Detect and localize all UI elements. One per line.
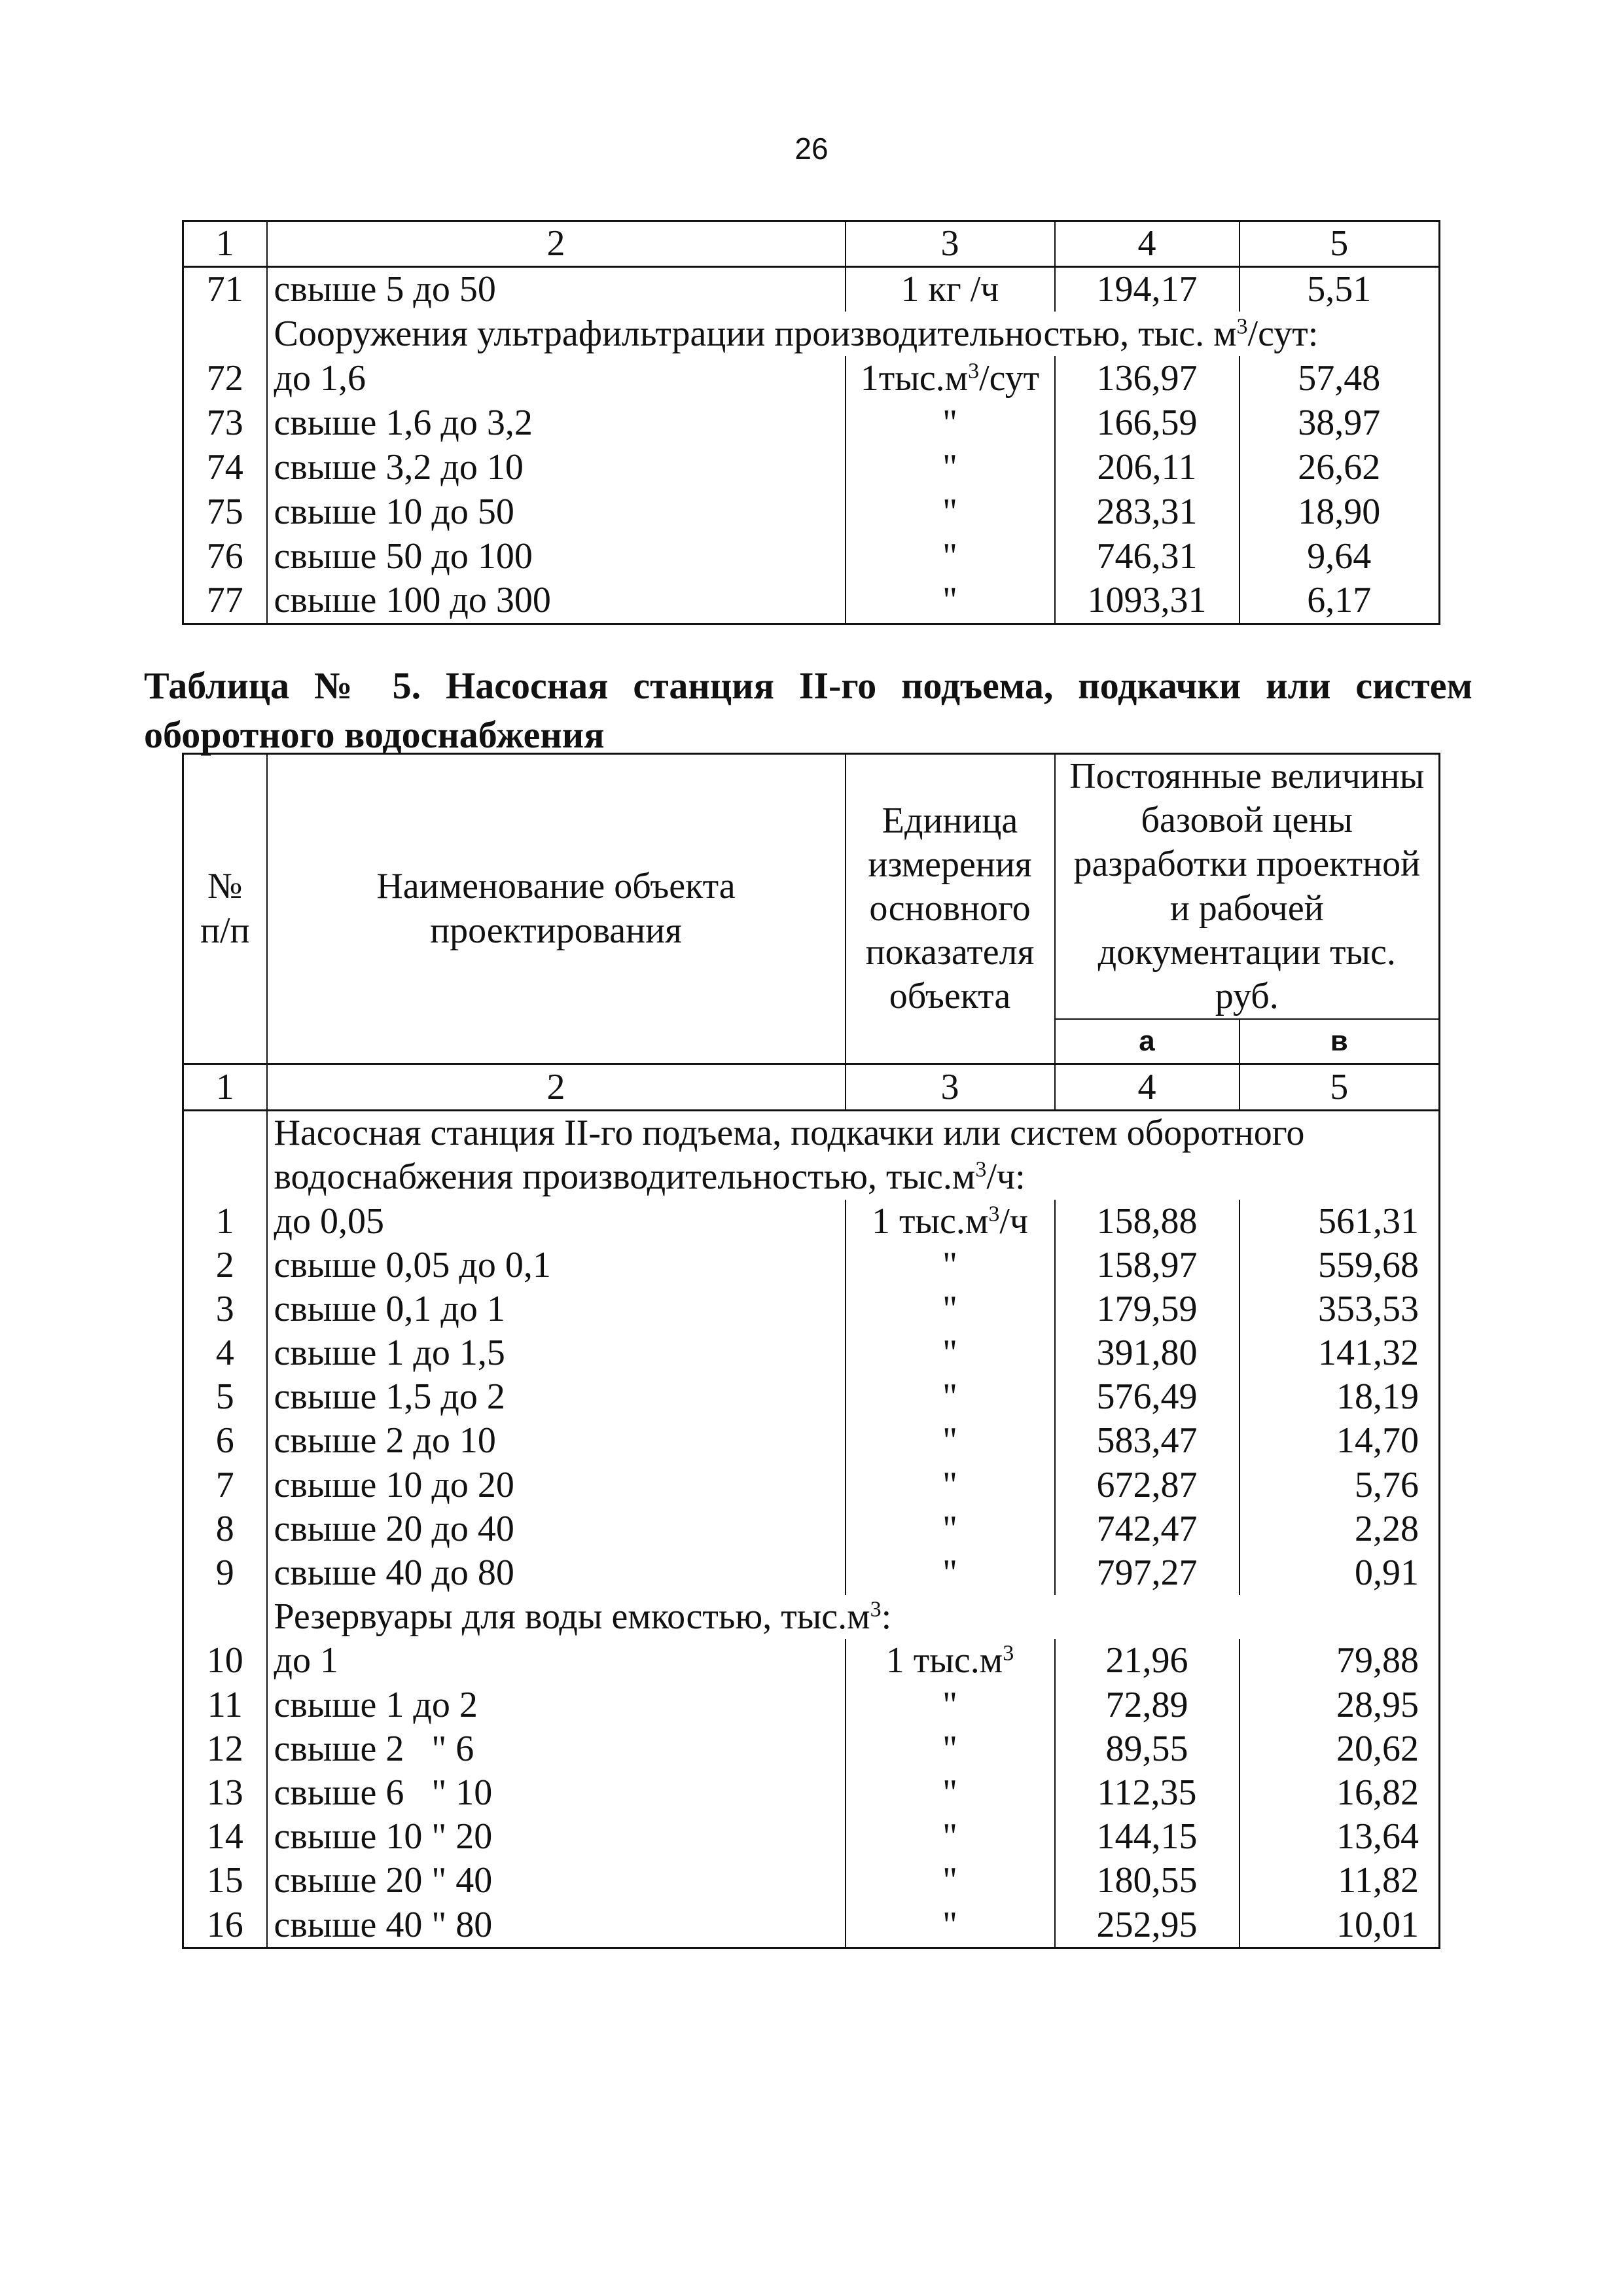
unit: 1 $тыс.м^3/ч$ — [846, 1200, 1055, 1244]
table-row — [183, 1771, 1440, 1815]
value-b: 57,48 — [1240, 356, 1440, 401]
empty-cell — [183, 312, 267, 356]
value-a: 158,88 — [1055, 1200, 1240, 1244]
col-number: 1 — [183, 221, 267, 267]
table-row — [183, 1683, 1440, 1727]
col-number: 3 — [846, 1064, 1055, 1111]
value-b: 26,62 — [1240, 445, 1440, 490]
value-a: 89,55 — [1055, 1727, 1240, 1771]
row-number: 11 — [183, 1683, 267, 1727]
table-5 — [182, 753, 1440, 1949]
unit: " — [846, 579, 1055, 624]
col-number: 2 — [267, 221, 846, 267]
object-name: свыше 1 до 2 — [267, 1683, 846, 1727]
header-base-price: Постоянные величины базовой цены разработки проектной и рабочей документации тыс. руб. — [1055, 754, 1440, 1020]
unit: 1 кг /ч — [846, 267, 1055, 312]
object-name: свыше 2 " 6 — [267, 1727, 846, 1771]
table-row — [183, 1639, 1440, 1683]
row-number: 15 — [183, 1859, 267, 1903]
unit: " — [846, 1683, 1055, 1727]
subheader-b: в — [1240, 1019, 1440, 1064]
value-a: 283,31 — [1055, 490, 1240, 534]
table-row — [183, 534, 1440, 579]
unit: " — [846, 1507, 1055, 1551]
value-b: 18,90 — [1240, 490, 1440, 534]
object-name: свыше 40 до 80 — [267, 1551, 846, 1595]
value-a: 179,59 — [1055, 1287, 1240, 1331]
value-b: 38,97 — [1240, 401, 1440, 445]
value-a: 144,15 — [1055, 1815, 1240, 1859]
section-row — [183, 1595, 1440, 1639]
unit: " — [846, 1375, 1055, 1419]
value-a: 797,27 — [1055, 1551, 1240, 1595]
value-a: 742,47 — [1055, 1507, 1240, 1551]
object-name: свыше 20 " 40 — [267, 1859, 846, 1903]
object-name: до 0,05 — [267, 1200, 846, 1244]
col-number: 4 — [1055, 1064, 1240, 1111]
section-heading: Резервуары для воды емкостью, $тыс.м^3$: — [267, 1595, 1440, 1639]
unit: " — [846, 1815, 1055, 1859]
table-row — [183, 1375, 1440, 1419]
value-b: 0,91 — [1240, 1551, 1440, 1595]
unit: " — [846, 1419, 1055, 1463]
value-a: 180,55 — [1055, 1859, 1240, 1903]
row-number: 71 — [183, 267, 267, 312]
object-name: свыше 100 до 300 — [267, 579, 846, 624]
value-b: 5,76 — [1240, 1463, 1440, 1507]
row-number: 10 — [183, 1639, 267, 1683]
row-number: 12 — [183, 1727, 267, 1771]
value-a: 1093,31 — [1055, 579, 1240, 624]
row-number: 2 — [183, 1244, 267, 1287]
table-row — [183, 1551, 1440, 1595]
value-a: 252,95 — [1055, 1903, 1240, 1948]
table-row — [183, 356, 1440, 401]
table-row — [183, 490, 1440, 534]
value-a: 166,59 — [1055, 401, 1240, 445]
value-b: 561,31 — [1240, 1200, 1440, 1244]
unit: " — [846, 1727, 1055, 1771]
col-number: 4 — [1055, 221, 1240, 267]
unit: " — [846, 1903, 1055, 1948]
row-number: 3 — [183, 1287, 267, 1331]
value-b: 14,70 — [1240, 1419, 1440, 1463]
object-name: свыше 0,05 до 0,1 — [267, 1244, 846, 1287]
page-number: 26 — [794, 132, 829, 166]
row-number: 8 — [183, 1507, 267, 1551]
table-row — [183, 1331, 1440, 1375]
unit: " — [846, 1859, 1055, 1903]
header-number: № п/п — [183, 754, 267, 1064]
table-row — [183, 1903, 1440, 1948]
value-a: 576,49 — [1055, 1375, 1240, 1419]
table-row — [183, 1463, 1440, 1507]
row-number: 6 — [183, 1419, 267, 1463]
table-row — [183, 445, 1440, 490]
col-number: 3 — [846, 221, 1055, 267]
value-a: 672,87 — [1055, 1463, 1240, 1507]
row-number: 7 — [183, 1463, 267, 1507]
section-row — [183, 1111, 1440, 1200]
value-a: 391,80 — [1055, 1331, 1240, 1375]
value-b: 11,82 — [1240, 1859, 1440, 1903]
table-row — [183, 1200, 1440, 1244]
unit: $1тыс.м^3$/сут — [846, 356, 1055, 401]
object-name: свыше 20 до 40 — [267, 1507, 846, 1551]
empty-cell — [183, 1595, 267, 1639]
table-row — [183, 1859, 1440, 1903]
value-a: 206,11 — [1055, 445, 1240, 490]
value-b: 13,64 — [1240, 1815, 1440, 1859]
row-number: 72 — [183, 356, 267, 401]
value-b: 353,53 — [1240, 1287, 1440, 1331]
row-number: 74 — [183, 445, 267, 490]
row-number: 16 — [183, 1903, 267, 1948]
header-unit: Единица измерения основного показателя объекта — [846, 754, 1055, 1064]
value-b: 28,95 — [1240, 1683, 1440, 1727]
row-number: 5 — [183, 1375, 267, 1419]
value-b: 6,17 — [1240, 579, 1440, 624]
value-a: 136,97 — [1055, 356, 1240, 401]
value-b: 559,68 — [1240, 1244, 1440, 1287]
col-number: 1 — [183, 1064, 267, 1111]
section-heading: Сооружения ультрафильтрации производительностью, тыс. $м^3$/сут: — [267, 312, 1440, 356]
unit: " — [846, 1771, 1055, 1815]
column-number-row — [183, 1064, 1440, 1111]
table-row — [183, 1507, 1440, 1551]
value-a: 21,96 — [1055, 1639, 1240, 1683]
object-name: свыше 6 " 10 — [267, 1771, 846, 1815]
row-number: 4 — [183, 1331, 267, 1375]
value-b: 9,64 — [1240, 534, 1440, 579]
row-number: 13 — [183, 1771, 267, 1815]
unit: " — [846, 401, 1055, 445]
value-b: 141,32 — [1240, 1331, 1440, 1375]
object-name: свыше 0,1 до 1 — [267, 1287, 846, 1331]
table-row — [183, 579, 1440, 624]
object-name: до 1 — [267, 1639, 846, 1683]
unit: " — [846, 1331, 1055, 1375]
unit: " — [846, 534, 1055, 579]
value-b: 10,01 — [1240, 1903, 1440, 1948]
table-row — [183, 1419, 1440, 1463]
unit: 1 $тыс.м^3$ — [846, 1639, 1055, 1683]
value-a: 746,31 — [1055, 534, 1240, 579]
row-number: 75 — [183, 490, 267, 534]
row-number: 1 — [183, 1200, 267, 1244]
header-object-name: Наименование объекта проектирования — [267, 754, 846, 1064]
continuation-table — [182, 220, 1440, 625]
unit: " — [846, 1551, 1055, 1595]
unit: " — [846, 1287, 1055, 1331]
table-row — [183, 1244, 1440, 1287]
value-b: 2,28 — [1240, 1507, 1440, 1551]
unit: " — [846, 1463, 1055, 1507]
object-name: свыше 2 до 10 — [267, 1419, 846, 1463]
object-name: свыше 10 до 50 — [267, 490, 846, 534]
col-number: 5 — [1240, 1064, 1440, 1111]
empty-cell — [183, 1111, 267, 1200]
row-number: 9 — [183, 1551, 267, 1595]
object-name: свыше 10 " 20 — [267, 1815, 846, 1859]
unit: " — [846, 1244, 1055, 1287]
section-row — [183, 312, 1440, 356]
object-name: свыше 50 до 100 — [267, 534, 846, 579]
table-row — [183, 267, 1440, 312]
object-name: свыше 3,2 до 10 — [267, 445, 846, 490]
table-caption: Таблица № 5. Насосная станция II-го подъема, подкачки или систем оборотного водоснабжения — [144, 664, 1472, 757]
unit: " — [846, 445, 1055, 490]
object-name: свыше 1,5 до 2 — [267, 1375, 846, 1419]
table-row — [183, 1727, 1440, 1771]
table-row — [183, 1815, 1440, 1859]
value-b: 5,51 — [1240, 267, 1440, 312]
column-number-row — [183, 221, 1440, 267]
object-name: свыше 40 " 80 — [267, 1903, 846, 1948]
object-name: до 1,6 — [267, 356, 846, 401]
value-a: 583,47 — [1055, 1419, 1240, 1463]
value-b: 18,19 — [1240, 1375, 1440, 1419]
value-a: 72,89 — [1055, 1683, 1240, 1727]
header-row — [183, 754, 1440, 1020]
value-a: 194,17 — [1055, 267, 1240, 312]
row-number: 77 — [183, 579, 267, 624]
row-number: 76 — [183, 534, 267, 579]
value-a: 112,35 — [1055, 1771, 1240, 1815]
object-name: свыше 1 до 1,5 — [267, 1331, 846, 1375]
unit: " — [846, 490, 1055, 534]
value-b: 79,88 — [1240, 1639, 1440, 1683]
table-row — [183, 1287, 1440, 1331]
value-b: 16,82 — [1240, 1771, 1440, 1815]
value-a: 158,97 — [1055, 1244, 1240, 1287]
col-number: 2 — [267, 1064, 846, 1111]
object-name: свыше 10 до 20 — [267, 1463, 846, 1507]
row-number: 14 — [183, 1815, 267, 1859]
subheader-a: а — [1055, 1019, 1240, 1064]
col-number: 5 — [1240, 221, 1440, 267]
table-row — [183, 401, 1440, 445]
object-name: свыше 1,6 до 3,2 — [267, 401, 846, 445]
object-name: свыше 5 до 50 — [267, 267, 846, 312]
row-number: 73 — [183, 401, 267, 445]
section-heading: Насосная станция II-го подъема, подкачки или систем оборотного водоснабжения производительностью, $тыс.м^3/ч$: — [267, 1111, 1440, 1200]
value-b: 20,62 — [1240, 1727, 1440, 1771]
